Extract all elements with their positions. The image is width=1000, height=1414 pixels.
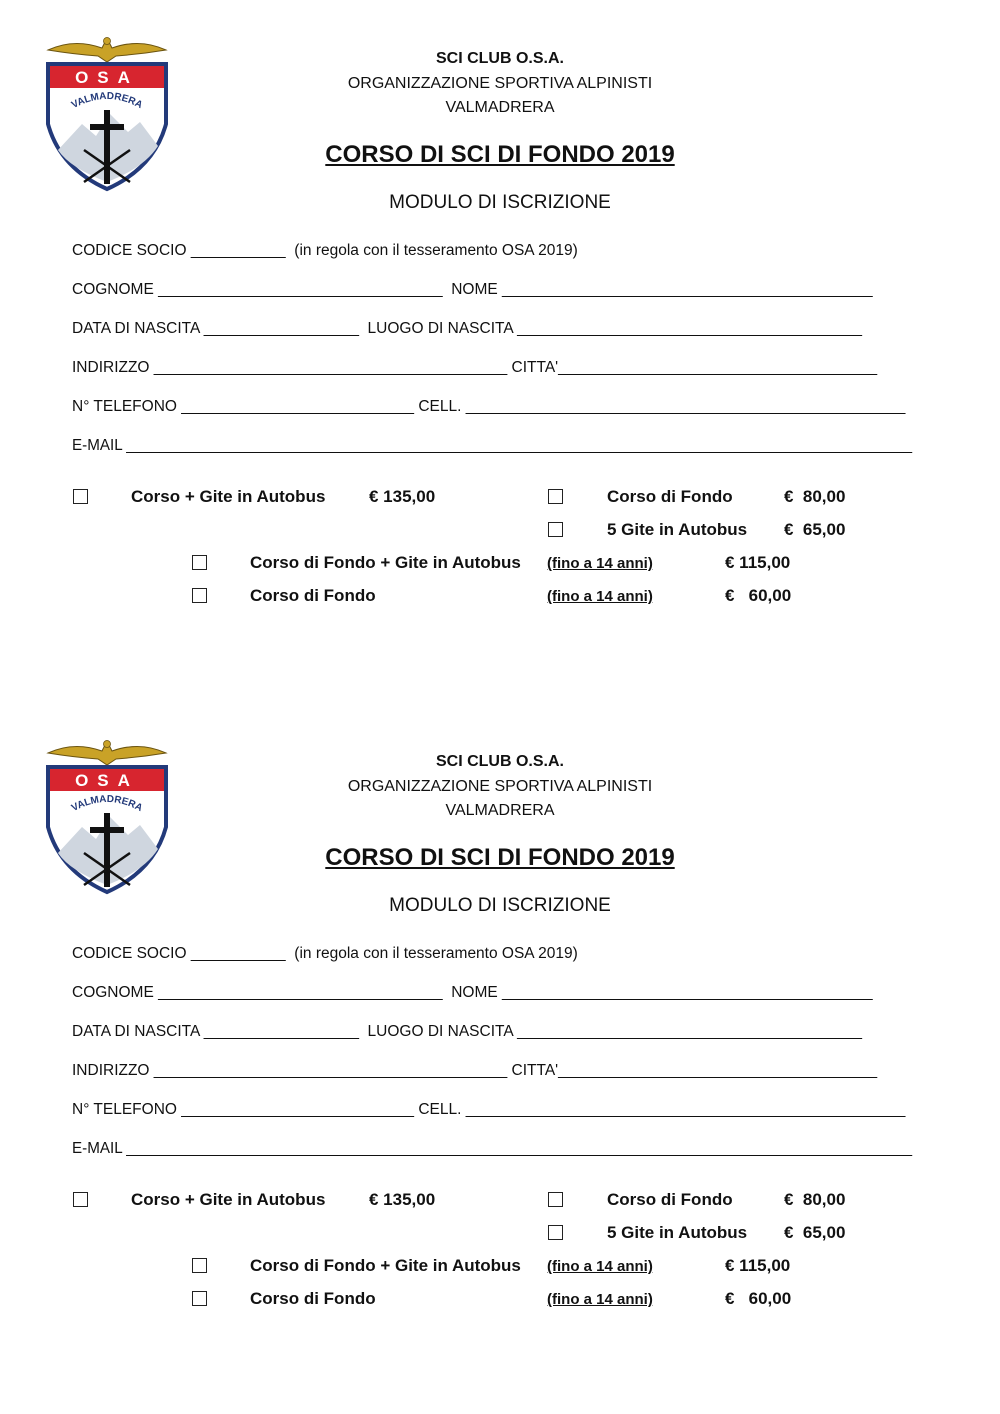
svg-text:OSA: OSA	[75, 771, 139, 790]
checkbox-junior-corso-gite[interactable]	[192, 555, 207, 570]
svg-text:OSA: OSA	[75, 68, 139, 87]
svg-text:VALMADRERA: VALMADRERA	[69, 90, 145, 112]
registration-form-bottom	[0, 703, 1000, 1406]
cognome-nome-field[interactable]: COGNOME _________________________________ NOME ___________________________________________	[72, 984, 873, 1001]
checkbox-gite-autobus[interactable]	[548, 522, 563, 537]
telefono-cell-field[interactable]: N° TELEFONO ___________________________ CELL. ___________________________________________________	[72, 398, 906, 415]
svg-text:VALMADRERA: VALMADRERA	[69, 793, 145, 815]
email-field[interactable]: E-MAIL _____________________________________________________________________________________________	[72, 1140, 913, 1157]
age-note: (fino a 14 anni)	[547, 1291, 653, 1308]
option-price: € 115,00	[725, 553, 791, 572]
option-label: Corso di Fondo	[607, 1190, 733, 1209]
data-luogo-nascita-field[interactable]: DATA DI NASCITA __________________ LUOGO DI NASCITA ________________________________________	[72, 1023, 862, 1040]
checkbox-junior-corso[interactable]	[192, 1291, 207, 1306]
age-note: (fino a 14 anni)	[547, 588, 653, 605]
form-title: CORSO DI SCI DI FONDO 2019	[325, 141, 675, 168]
checkbox-corso-fondo[interactable]	[548, 489, 563, 504]
option-price: € 135,00	[369, 487, 436, 506]
email-field[interactable]: E-MAIL _____________________________________________________________________________________________	[72, 437, 913, 454]
club-name: SCI CLUB O.S.A.	[435, 753, 564, 770]
option-label: 5 Gite in Autobus	[607, 520, 748, 539]
codice-socio-field[interactable]: CODICE SOCIO ___________ (in regola con il tesseramento OSA 2019)	[72, 242, 578, 259]
organization-name: ORGANIZZAZIONE SPORTIVA ALPINISTI	[347, 75, 653, 92]
checkbox-corso-gite[interactable]	[73, 1192, 88, 1207]
option-label: 5 Gite in Autobus	[607, 1223, 748, 1242]
option-price: € 65,00	[784, 1223, 846, 1242]
checkbox-corso-fondo[interactable]	[548, 1192, 563, 1207]
form-title: CORSO DI SCI DI FONDO 2019	[325, 844, 675, 871]
checkbox-gite-autobus[interactable]	[548, 1225, 563, 1240]
option-label: Corso + Gite in Autobus	[131, 1190, 326, 1209]
option-price: € 115,00	[725, 1256, 791, 1275]
option-price: € 60,00	[725, 586, 792, 605]
option-label: Corso di Fondo	[250, 586, 376, 605]
form-subtitle: MODULO DI ISCRIZIONE	[389, 192, 611, 213]
option-label: Corso di Fondo + Gite in Autobus	[250, 1256, 521, 1275]
registration-form-top	[0, 0, 1000, 703]
club-city: VALMADRERA	[445, 99, 555, 116]
option-price: € 80,00	[784, 487, 846, 506]
telefono-cell-field[interactable]: N° TELEFONO ___________________________ CELL. ___________________________________________________	[72, 1101, 906, 1118]
form-subtitle: MODULO DI ISCRIZIONE	[389, 895, 611, 916]
age-note: (fino a 14 anni)	[547, 1258, 653, 1275]
option-label: Corso di Fondo + Gite in Autobus	[250, 553, 521, 572]
data-luogo-nascita-field[interactable]: DATA DI NASCITA __________________ LUOGO DI NASCITA ________________________________________	[72, 320, 862, 337]
cognome-nome-field[interactable]: COGNOME _________________________________ NOME ___________________________________________	[72, 281, 873, 298]
club-name: SCI CLUB O.S.A.	[435, 50, 564, 67]
checkbox-junior-corso[interactable]	[192, 588, 207, 603]
option-label: Corso di Fondo	[250, 1289, 376, 1308]
option-price: € 80,00	[784, 1190, 846, 1209]
option-label: Corso di Fondo	[607, 487, 733, 506]
indirizzo-citta-field[interactable]: INDIRIZZO _________________________________________ CITTA'_____________________________________	[72, 359, 878, 376]
age-note: (fino a 14 anni)	[547, 555, 653, 572]
checkbox-junior-corso-gite[interactable]	[192, 1258, 207, 1273]
option-price: € 60,00	[725, 1289, 792, 1308]
checkbox-corso-gite[interactable]	[73, 489, 88, 504]
indirizzo-citta-field[interactable]: INDIRIZZO _________________________________________ CITTA'_____________________________________	[72, 1062, 878, 1079]
codice-socio-field[interactable]: CODICE SOCIO ___________ (in regola con il tesseramento OSA 2019)	[72, 945, 578, 962]
club-city: VALMADRERA	[445, 802, 555, 819]
option-price: € 135,00	[369, 1190, 436, 1209]
option-price: € 65,00	[784, 520, 846, 539]
organization-name: ORGANIZZAZIONE SPORTIVA ALPINISTI	[347, 778, 653, 795]
option-label: Corso + Gite in Autobus	[131, 487, 326, 506]
